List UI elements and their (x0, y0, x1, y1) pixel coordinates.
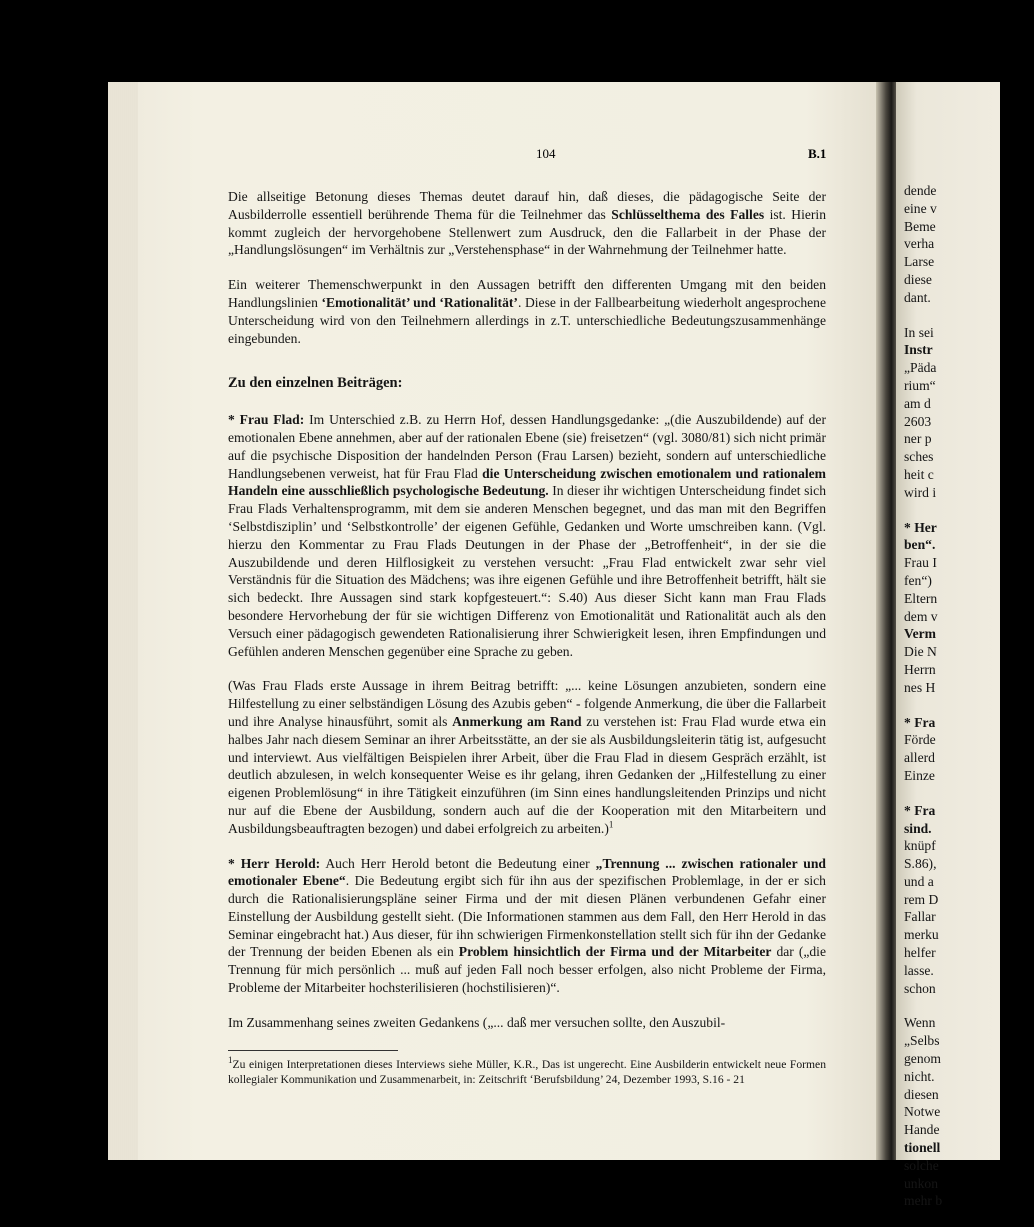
right-page-line: helfer (904, 945, 936, 961)
footnote-ref: 1 (608, 819, 614, 830)
right-page-block (904, 1014, 1034, 1210)
paragraph-last: Im Zusammenhang seines zweiten Gedankens („... daß mer versuchen sollte, den Auszubil- (228, 1014, 726, 1030)
right-page-line: Notwe (904, 1104, 941, 1120)
right-page-line: und a (904, 873, 934, 889)
right-page-line: allerd (904, 750, 935, 766)
right-page-line: am d (904, 395, 931, 411)
right-page-line: Eltern (904, 590, 938, 606)
right-page-line: heit c (904, 466, 934, 482)
right-page-line: * Fra (904, 802, 936, 818)
page-edges (108, 82, 140, 1160)
right-page-line: Einze (904, 767, 935, 783)
section-label: B.1 (808, 146, 827, 161)
right-page-line: diese (904, 271, 932, 287)
right-page-line: eine v (904, 200, 937, 216)
right-page-line: Beme (904, 218, 936, 234)
right-page-line: schon (904, 980, 936, 996)
right-page-line: ner p (904, 431, 932, 447)
right-page-line: dant. (904, 289, 931, 305)
right-page-line: Fallar (904, 909, 936, 925)
right-page-line: Die N (904, 644, 937, 660)
right-page-line: Verm (904, 626, 936, 642)
paragraph-anmerkung: (Was Frau Flads erste Aussage in ihrem Beitrag betrifft: „... keine Lösungen anzubieten, sondern eine Hilfestellung zu einer selbständigen Lösung des Azubis geben“ - folgende Anmerkung, die über die Fallarbeit und ihre Analyse hinausführt, somit als Anmerkung am Rand zu verstehen ist: Frau Flad wurde etwa ein halbes Jahr nach diesem Seminar an ihrer Arbeitsstätte, an der sie als Ausbildungsleiterin tätig ist, aufgesucht und interviewt. Aus vielfältigen Beispielen ihrer Arbeit, über die Frau Flad in diesem Gespräch erzählt, ist deutlich abzulesen, in welch konsequenter Weise es ihr gelang, ihren Gedanken der „Hilfestellung zu einer eigenen Problemlösung“ in ihre Tätigkeit einzuführen (im Sinn eines handlungsleitenden Prinzips und nicht nur auf die Ebene der Ausbildung, sondern auch auf die der Kooperation mit den Mitarbeitern und Ausbildungsbeauftragten bezogen) und dabei erfolgreich zu arbeiten.)$^1$ (228, 678, 826, 836)
right-page-line: merku (904, 927, 939, 943)
paragraph-1: Die allseitige Betonung dieses Themas deutet darauf hin, daß dieses, die pädagogische Seite der Ausbilderrolle essentiell berührende Thema für die Teilnehmer das Schlüsselthema des Falles ist. Hierin kommt zugleich der hervorgehobene Stellenwert zum Ausdruck, den die Fallarbeit in der Phase der „Handlungslösungen“ im Verhältnis zur „Verstehensphase“ in der Wahrnehmung der Teilnehmer hatte. (228, 189, 826, 258)
right-page-line: sches (904, 449, 934, 465)
right-page-block (904, 182, 1034, 307)
right-page-line: Förde (904, 732, 936, 748)
page-body (228, 188, 826, 1087)
right-page-line: ben“. (904, 537, 936, 553)
right-page-line: Wenn (904, 1015, 936, 1031)
right-page-line: fen“) (904, 572, 932, 588)
paragraph-herr-herold: * Herr Herold: Auch Herr Herold betont die Bedeutung einer „Trennung ... zwischen rationaler und emotionaler Ebene“. Die Bedeutung ergibt sich für ihn aus der spezifischen Problemlage, in der er sich durch die Rationalisierungspläne seiner Firma und der mit diesen Plänen verbundenen Gefahr einer Einstellung der Ausbildung gestellt sieht. (Die Informationen stammen aus dem Fall, den Herr Herold in das Seminar eingebracht hat.) Aus dieser, für ihn schwierigen Firmenkonstellation stellt sich für ihn der Gedanke der Trennung der beiden Ebenen als ein Problem hinsichtlich der Firma und der Mitarbeiter dar („die Trennung für mich persönlich ... muß auf jeden Fall noch besser erfolgen, also nicht Probleme der Firma, Probleme der Mitarbeiter hochsterilisieren (hochstilisieren)“. (228, 855, 826, 996)
right-page-text (904, 182, 1034, 1227)
footnote-rule (228, 1050, 398, 1051)
right-page-line: Larse (904, 254, 935, 270)
right-page-line: Herrn (904, 661, 936, 677)
right-page-line: Frau I (904, 555, 937, 571)
page-number: 104 (536, 146, 556, 161)
right-page-line: * Her (904, 519, 937, 535)
right-page-line: In sei (904, 324, 934, 340)
right-page-line: wird i (904, 484, 937, 500)
right-page-line: solche (904, 1157, 939, 1173)
right-page-line: S.86), (904, 856, 937, 872)
right-page-line: dem v (904, 608, 938, 624)
right-page-line: * Fra (904, 714, 936, 730)
right-page-line: sind. (904, 820, 932, 836)
right-page-line: Hande (904, 1122, 940, 1138)
right-page-line: mehr b (904, 1193, 943, 1209)
book-gutter (876, 82, 898, 1160)
right-page-line: knüpf (904, 838, 936, 854)
right-page-line: dende (904, 183, 937, 198)
right-page-line: verha (904, 236, 935, 252)
right-page-line: rium“ (904, 377, 936, 393)
right-page-line: 2603 (904, 413, 932, 429)
right-page-line: lasse. (904, 962, 934, 978)
section-heading: Zu den einzelnen Beiträgen: (228, 375, 403, 392)
right-page-line: nes H (904, 679, 936, 695)
right-page (896, 82, 1000, 1209)
book-spread (108, 82, 1000, 1209)
right-page-line: genom (904, 1051, 941, 1067)
right-page-line: „Päda (904, 360, 937, 376)
paragraph-frau-flad: * Frau Flad: Im Unterschied z.B. zu Herrn Hof, dessen Handlungsgedanke: „(die Auszubildende) auf der emotionalen Ebene annehmen, aber auf der rationalen Ebene (sie) freisetzen“ (vgl. 3080/81) sich nicht primär auf die psychische Disposition der handelnden Person (Frau Larsen) bezieht, sondern auf unterschiedliche Handlungsebenen verweist, hat für Frau Flad die Unterscheidung zwischen emotionalem und rationalem Handeln eine ausschließlich psychologische Bedeutung. In dieser ihr wichtigen Unterscheidung findet sich Frau Flads Verhaltensprogramm, mit dem sie anderen Menschen begegnet, und das man mit den Begriffen ‘Selbstdisziplin’ und ‘Selbstkontrolle’ der eigenen Gefühle, Gedanken und Worte umschreiben kann. (Vgl. hierzu den Kommentar zu Frau Flads Deutungen in der Phase der „Betroffenheit“, in der sie die Auszubildende und deren Hilflosigkeit zu verstehen versucht: „Frau Flad entwickelt zwar sehr viel Verständnis für die Situation des Mädchens; was ihre eigenen Gefühle und ihre Betroffenheit betrifft, hält sie sich bedeckt. Ihre Aussagen sind stark kopfgesteuert.“: S.40) Aus dieser Sicht kann man Frau Flads besondere Hervorhebung der für sie wichtigen Differenz von Emotionalität und Rationalität auch als den Versuch einer pädagogisch gewendeten Rationalisierung ihrer Schwierigkeit lesen, ihren Empfindungen und Gefühlen anderen Menschen gegenüber eine Sprache zu geben. (228, 412, 827, 659)
paragraph-2: Ein weiterer Themenschwerpunkt in den Aussagen betrifft den differenten Umgang mit den beiden Handlungslinien ‘Emotionalität’ und ‘Rationalität’. Diese in der Fallbearbeitung wiederholt angesprochene Unterscheidung wird von den Teilnehmern allerdings in z.T. unterschiedliche Bedeutungszusammenhänge eingebunden. (228, 277, 826, 346)
right-page-line: diesen (904, 1086, 939, 1102)
right-page-line: rem D (904, 891, 939, 907)
footnote: $^1$Zu einigen Interpretationen dieses Interviews siehe Müller, K.R., Das ist ungerecht. Eine Ausbilderin entwickelt neue Formen kollegialer Kommunikation und Zusammenarbeit, in: Zeitschrift ‘Berufsbildung’ 24, Dezember 1993, S.16 - 21 (228, 1054, 826, 1086)
right-page-line: „Selbs (904, 1033, 940, 1049)
right-page-line: tionell (904, 1140, 941, 1156)
right-page-block (904, 324, 1034, 502)
right-page-block (904, 714, 1034, 785)
right-page-block (904, 519, 1034, 697)
left-page (138, 82, 880, 1160)
right-page-line: unkon (904, 1175, 938, 1191)
right-page-line: Instr (904, 342, 933, 358)
right-page-line: nicht. (904, 1068, 935, 1084)
right-page-block (904, 802, 1034, 998)
